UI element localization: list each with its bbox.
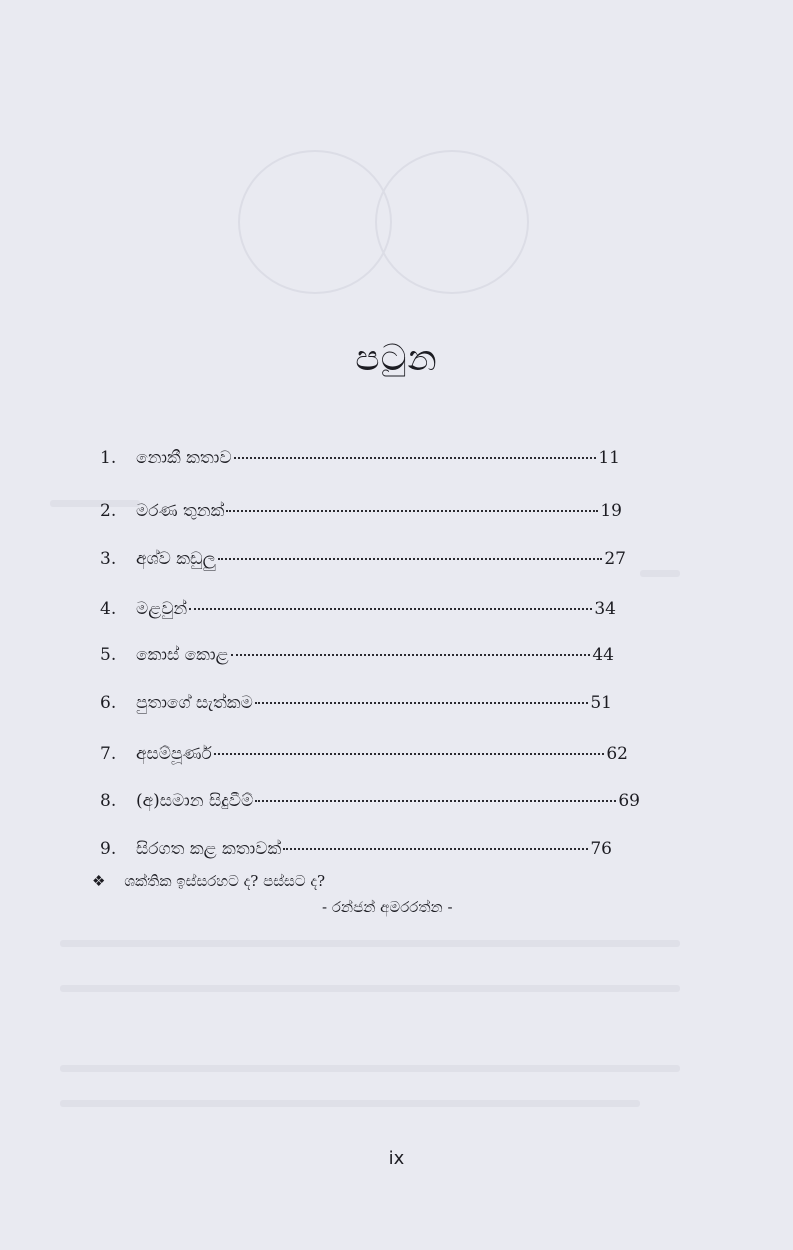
toc-page-number: 34 (594, 599, 616, 619)
dot-leader (218, 558, 603, 560)
article-entry[interactable] (92, 872, 325, 890)
toc-number: 1. (100, 448, 117, 468)
bleed-through-text (60, 985, 680, 992)
toc-page-number: 62 (606, 744, 628, 764)
toc-number: 4. (100, 599, 117, 619)
toc-title: අසම්පූර්ණ (136, 744, 212, 764)
toc-page-number: 69 (618, 791, 640, 811)
toc-entry-2[interactable] (100, 501, 622, 531)
toc-title: අශ්ව කඩුලු (136, 549, 216, 569)
toc-page-number: 19 (600, 501, 622, 521)
toc-page-number: 11 (598, 448, 620, 468)
article-title: ශක්තික ඉස්සරහට ද? පස්සට ද? (124, 872, 326, 890)
toc-page-number: 76 (590, 839, 612, 859)
toc-entry-7[interactable] (100, 744, 628, 774)
dot-leader (234, 457, 597, 459)
toc-page-number: 27 (604, 549, 626, 569)
toc-page-number: 51 (590, 693, 612, 713)
toc-number: 6. (100, 693, 117, 713)
bleed-through-circle-left (238, 150, 392, 294)
dot-leader (226, 510, 598, 512)
bleed-through-text (60, 1065, 680, 1072)
toc-number: 9. (100, 839, 117, 859)
toc-entry-9[interactable] (100, 839, 612, 869)
bleed-through-text (60, 1100, 640, 1107)
toc-number: 8. (100, 791, 117, 811)
toc-entry-5[interactable] (100, 645, 614, 675)
diamond-bullet-icon: ❖ (92, 872, 106, 890)
toc-title: කොස් කොළ (136, 645, 229, 665)
dot-leader (283, 848, 588, 850)
dot-leader (231, 654, 591, 656)
bleed-through-text (640, 570, 680, 577)
dot-leader (189, 608, 592, 610)
toc-number: 2. (100, 501, 117, 521)
toc-title: සිරගත කළ කතාවක් (136, 839, 282, 859)
article-author: - රන්ජන් අමරරත්න - (322, 898, 453, 916)
toc-entry-3[interactable] (100, 549, 626, 579)
toc-entry-4[interactable] (100, 599, 616, 629)
page-title: පටුන (355, 338, 438, 379)
dot-leader (255, 800, 616, 802)
toc-entry-1[interactable] (100, 448, 620, 478)
page-number: ix (388, 1148, 405, 1169)
toc-entry-8[interactable] (100, 791, 640, 821)
toc-entry-6[interactable] (100, 693, 612, 723)
toc-title: පුතාගේ සැත්කම (136, 693, 253, 713)
toc-page-number: 44 (592, 645, 614, 665)
bleed-through-circle-right (375, 150, 529, 294)
toc-number: 7. (100, 744, 117, 764)
toc-title: මළවුන් (136, 599, 188, 619)
toc-number: 3. (100, 549, 117, 569)
toc-title: (අ)සමාන සිදුවීම් (136, 791, 254, 811)
toc-number: 5. (100, 645, 117, 665)
bleed-through-text (60, 940, 680, 947)
dot-leader (255, 702, 589, 704)
toc-title: මරණ තුනක් (136, 501, 225, 521)
dot-leader (214, 753, 605, 755)
toc-title: නොකී කතාව (136, 448, 232, 468)
